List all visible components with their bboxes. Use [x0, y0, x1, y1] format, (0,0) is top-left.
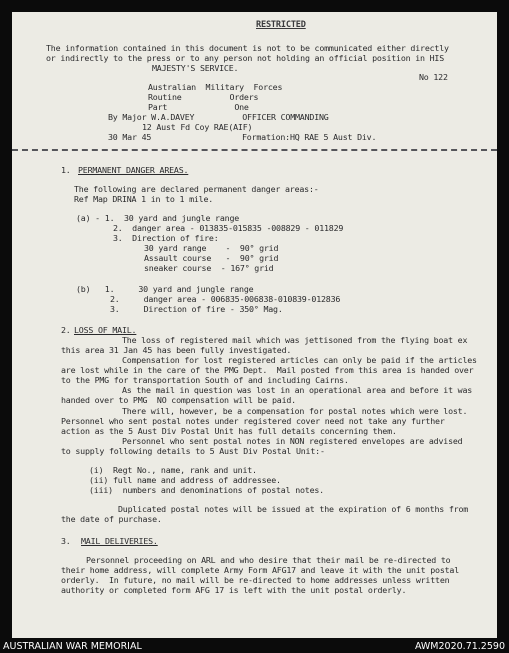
section-1-intro-2: Ref Map DRINA 1 in to 1 mile.	[74, 194, 214, 204]
section-2-line-13: Duplicated postal notes will be issued at the expiration of 6 months from	[118, 504, 469, 514]
section-1-intro-1: The following are declared permanent danger areas:-	[74, 184, 319, 194]
detail-item-3: (iii) numbers and denominations of postal notes.	[89, 485, 324, 495]
footer-credit: AUSTRALIAN WAR MEMORIAL	[3, 641, 142, 652]
order-date: 30 Mar 45	[108, 132, 152, 142]
area-a-line-6: sneaker course - 167° grid	[144, 263, 274, 273]
section-2-line-1: The loss of registered mail which was jettisoned from the flying boat ex	[122, 335, 468, 345]
notice-line-2: or indirectly to the press or to any person not holding an official position in HIS	[46, 53, 444, 63]
title-line-1: Australian Military Forces	[148, 82, 283, 92]
area-b-line-1: (b) 1. 30 yard and jungle range	[76, 284, 254, 294]
footer-accession-number: AWM2020.71.2590	[414, 641, 505, 652]
section-2-line-4: are lost while in the care of the PMG Dept. Mail posted from this area is handed over	[61, 365, 474, 375]
section-2-line-3: Compensation for lost registered articles can only be paid if the articles	[122, 355, 477, 365]
commander-line: By Major W.A.DAVEY OFFICER COMMANDING	[108, 112, 329, 122]
section-3-line-1: Personnel proceeding on ARL and who desire that their mail be re-directed to	[86, 555, 451, 565]
section-1-heading: PERMANENT DANGER AREAS.	[78, 165, 189, 175]
section-2-heading: LOSS OF MAIL.	[74, 325, 137, 335]
restricted-marking: RESTRICTED	[256, 20, 306, 30]
document-page	[12, 12, 497, 638]
section-2-line-6: As the mail in question was lost in an operational area and before it was	[122, 385, 473, 395]
section-2-line-10: action as the 5 Aust Div Postal Unit has full details concerning them.	[61, 426, 397, 436]
notice-line-3: MAJESTY'S SERVICE.	[152, 63, 239, 73]
area-a-line-2: 2. danger area - 013835-015835 -008829 - 011829	[113, 223, 344, 233]
section-2-line-5: to the PMG for transportation South of and including Cairns.	[61, 375, 349, 385]
section-2-line-14: the date of purchase.	[61, 514, 162, 524]
title-line-2: Routine Orders	[148, 92, 259, 102]
unit-line: 12 Aust Fd Coy RAE(AIF)	[142, 122, 253, 132]
area-a-line-1: (a) - 1. 30 yard and jungle range	[76, 213, 240, 223]
section-3-line-4: authority or completed form AFG 17 is left with the unit postal orderly.	[61, 585, 407, 595]
area-a-line-5: Assault course - 90° grid	[144, 253, 279, 263]
section-3-number: 3.	[61, 536, 71, 546]
section-3-line-2: their home address, will complete Army Form AFG17 and leave it with the unit postal	[61, 565, 459, 575]
formation-line: Formation:HQ RAE 5 Aust Div.	[242, 132, 377, 142]
section-2-number: 2.	[61, 325, 71, 335]
section-2-line-12: to supply following details to 5 Aust Div Postal Unit:-	[61, 446, 325, 456]
section-2-line-2: this area 31 Jan 45 has been fully investigated.	[61, 345, 292, 355]
separator-rule	[12, 149, 497, 151]
section-2-line-8: There will, however, be a compensation for postal notes which were lost.	[122, 406, 468, 416]
section-3-heading: MAIL DELIVERIES.	[81, 536, 158, 546]
notice-line-1: The information contained in this document is not to be communicated either directly	[46, 43, 449, 53]
section-1-number: 1.	[61, 165, 71, 175]
area-b-line-3: 3. Direction of fire - 350° Mag.	[110, 304, 283, 314]
section-3-line-3: orderly. In future, no mail will be re-directed to home addresses unless written	[61, 575, 450, 585]
section-2-line-9: Personnel who sent postal notes under registered cover need not take any further	[61, 416, 445, 426]
detail-item-2: (ii) full name and address of addressee.	[89, 475, 281, 485]
area-b-line-2: 2. danger area - 006835-006838-010839-012836	[110, 294, 341, 304]
title-line-3: Part One	[148, 102, 249, 112]
detail-item-1: (i) Regt No., name, rank and unit.	[89, 465, 257, 475]
order-number: No 122	[419, 72, 448, 82]
section-2-line-7: handed over to PMG NO compensation will be paid.	[61, 395, 296, 405]
area-a-line-4: 30 yard range - 90° grid	[144, 243, 279, 253]
archive-footer	[0, 638, 509, 653]
area-a-line-3: 3. Direction of fire:	[113, 233, 219, 243]
section-2-line-11: Personnel who sent postal notes in NON registered envelopes are advised	[122, 436, 463, 446]
